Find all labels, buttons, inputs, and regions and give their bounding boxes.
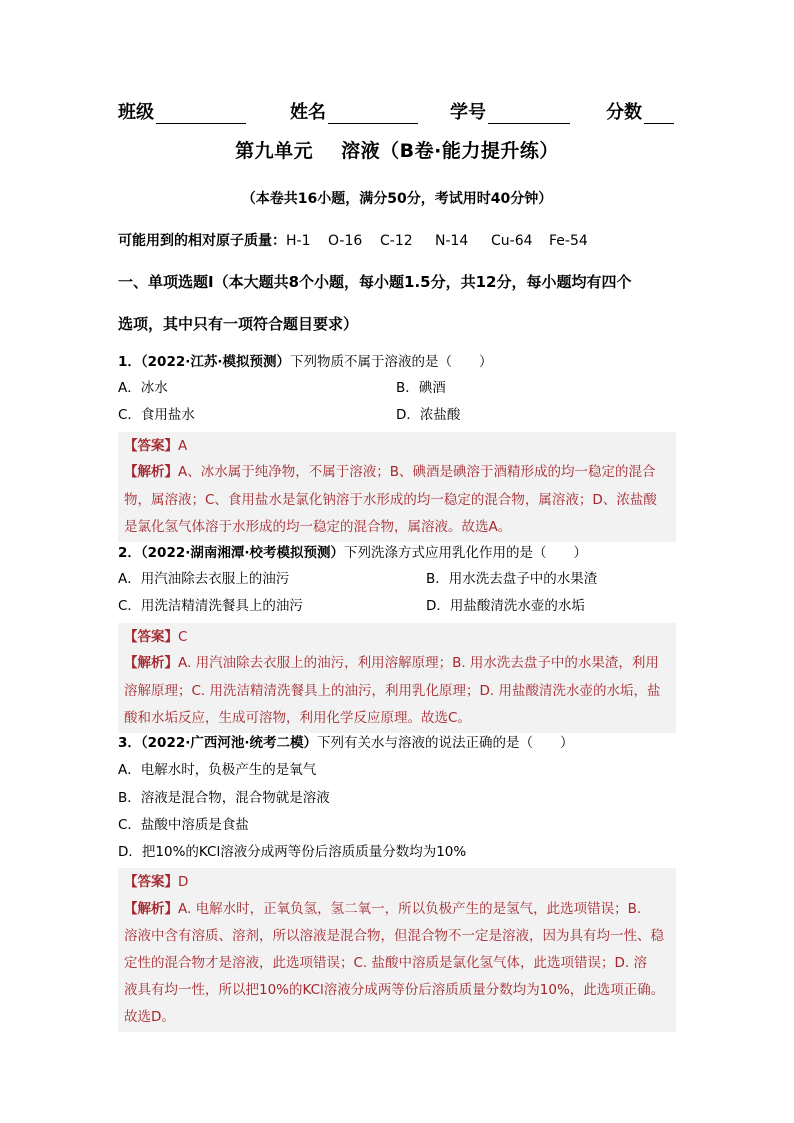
- atomic-masses: [118, 230, 588, 250]
- class-field[interactable]: [118, 98, 246, 124]
- analysis-line: 是氯化氢气体溶于水形成的均一稳定的混合物，属溶液。故选A。: [124, 519, 512, 535]
- analysis-line: 液具有均一性，所以把10%的KCl溶液分成两等份后溶质质量分数均为10%，此选项正确。: [124, 982, 665, 998]
- option-a[interactable]: A．用汽油除去衣服上的油污: [118, 571, 290, 587]
- score-label: 分数: [606, 102, 642, 123]
- option-d[interactable]: D．用盐酸清洗水壶的水垢: [426, 598, 585, 614]
- score-blank[interactable]: [644, 105, 674, 124]
- analysis-text: A. 用汽油除去衣服上的油污，利用溶解原理；B. 用水洗去盘子中的水果渣，利用: [178, 655, 659, 671]
- section-heading-line1: 一、单项选题Ⅰ（本大题共8个小题，每小题1.5分，共12分，每小题均有四个: [118, 273, 632, 291]
- id-blank[interactable]: [488, 105, 570, 124]
- name-blank[interactable]: [328, 105, 418, 124]
- analysis-line: 定性的混合物才是溶液，此选项错误；C. 盐酸中溶质是氯化氢气体，此选项错误；D. 溶: [124, 955, 647, 971]
- analysis-line: [124, 460, 656, 480]
- analysis-line: [124, 651, 659, 671]
- option-b[interactable]: B．溶液是混合物，混合物就是溶液: [118, 790, 330, 806]
- answer-line: [124, 625, 187, 645]
- student-info-line: [0, 98, 794, 122]
- mass-item: Cu-64: [491, 233, 533, 249]
- answer-value: D: [178, 874, 189, 890]
- option-d[interactable]: D．把10%的KCl溶液分成两等份后溶质质量分数均为10%: [118, 844, 467, 860]
- paper-title: 溶液（B卷·能力提升练）: [341, 140, 559, 162]
- answer-block: [118, 868, 676, 1032]
- question-source: （2022·江苏·模拟预测）: [140, 354, 290, 370]
- answer-label: 【答案】: [124, 438, 178, 454]
- mass-item: Fe-54: [549, 233, 588, 249]
- mass-item: N-14: [435, 233, 469, 249]
- paper-subtitle: （本卷共16小题，满分50分，考试用时40分钟）: [241, 191, 553, 207]
- answer-label: 【答案】: [124, 874, 178, 890]
- answer-line: [124, 434, 187, 454]
- question-number: 1．: [118, 354, 141, 370]
- question-text: 下列有关水与溶液的说法正确的是（ ）: [317, 735, 574, 751]
- answer-block: [118, 623, 676, 733]
- answer-value: C: [178, 629, 188, 645]
- answer-label: 【答案】: [124, 629, 178, 645]
- mass-item: O-16: [328, 233, 363, 249]
- question-source: （2022·广西河池·统考二模）: [140, 735, 317, 751]
- option-c[interactable]: C．食用盐水: [118, 407, 195, 423]
- analysis-label: 【解析】: [124, 655, 178, 671]
- question-source: （2022·湖南湘潭·校考模拟预测）: [140, 545, 344, 561]
- score-field[interactable]: [606, 98, 674, 124]
- analysis-line: 溶液中含有溶质、溶剂，所以溶液是混合物，但混合物不一定是溶液，因为具有均一性、稳: [124, 928, 664, 944]
- atomic-masses-label: 可能用到的相对原子质量：: [118, 233, 286, 249]
- question-number: 2．: [118, 545, 141, 561]
- question-stem: [118, 733, 678, 753]
- question-stem: [118, 352, 678, 372]
- analysis-line: 物，属溶液；C、食用盐水是氯化钠溶于水形成的均一稳定的混合物，属溶液；D、浓盐酸: [124, 492, 657, 508]
- analysis-line: 酸和水垢反应，生成可溶物，利用化学反应原理。故选C。: [124, 710, 471, 726]
- analysis-label: 【解析】: [124, 901, 178, 917]
- mass-item: C-12: [380, 233, 413, 249]
- analysis-line: [124, 897, 641, 917]
- option-c[interactable]: C．盐酸中溶质是食盐: [118, 817, 249, 833]
- answer-block: [118, 432, 676, 542]
- option-a[interactable]: A．电解水时，负极产生的是氧气: [118, 762, 317, 778]
- question-text: 下列洗涤方式应用乳化作用的是（ ）: [344, 545, 587, 561]
- option-b[interactable]: B．用水洗去盘子中的水果渣: [426, 571, 598, 587]
- question-number: 3．: [118, 735, 141, 751]
- option-c[interactable]: C．用洗洁精清洗餐具上的油污: [118, 598, 303, 614]
- analysis-line: 故选D。: [124, 1009, 175, 1025]
- class-blank[interactable]: [156, 105, 246, 124]
- unit-title: 第九单元: [235, 140, 314, 162]
- analysis-text: A. 电解水时，正氧负氢，氢二氧一，所以负极产生的是氢气，此选项错误；B.: [178, 901, 642, 917]
- answer-line: [124, 870, 188, 890]
- option-d[interactable]: D．浓盐酸: [396, 407, 461, 423]
- analysis-text: A、冰水属于纯净物，不属于溶液；B、碘酒是碘溶于酒精形成的均一稳定的混合: [178, 464, 656, 480]
- answer-value: A: [178, 438, 188, 454]
- name-field[interactable]: [290, 98, 418, 124]
- question-text: 下列物质不属于溶液的是（ ）: [290, 354, 493, 370]
- mass-item: H-1: [286, 233, 311, 249]
- section-heading-line2: 选项，其中只有一项符合题目要求）: [118, 315, 359, 333]
- class-label: 班级: [118, 102, 154, 123]
- question-stem: [118, 543, 678, 563]
- page-title: [0, 136, 794, 163]
- name-label: 姓名: [290, 102, 326, 123]
- id-label: 学号: [450, 102, 486, 123]
- option-b[interactable]: B．碘酒: [396, 380, 446, 396]
- analysis-line: 溶解原理；C. 用洗洁精清洗餐具上的油污，利用乳化原理；D. 用盐酸清洗水壶的水垢，盐: [124, 683, 661, 699]
- analysis-label: 【解析】: [124, 464, 178, 480]
- id-field[interactable]: [450, 98, 570, 124]
- option-a[interactable]: A．冰水: [118, 380, 168, 396]
